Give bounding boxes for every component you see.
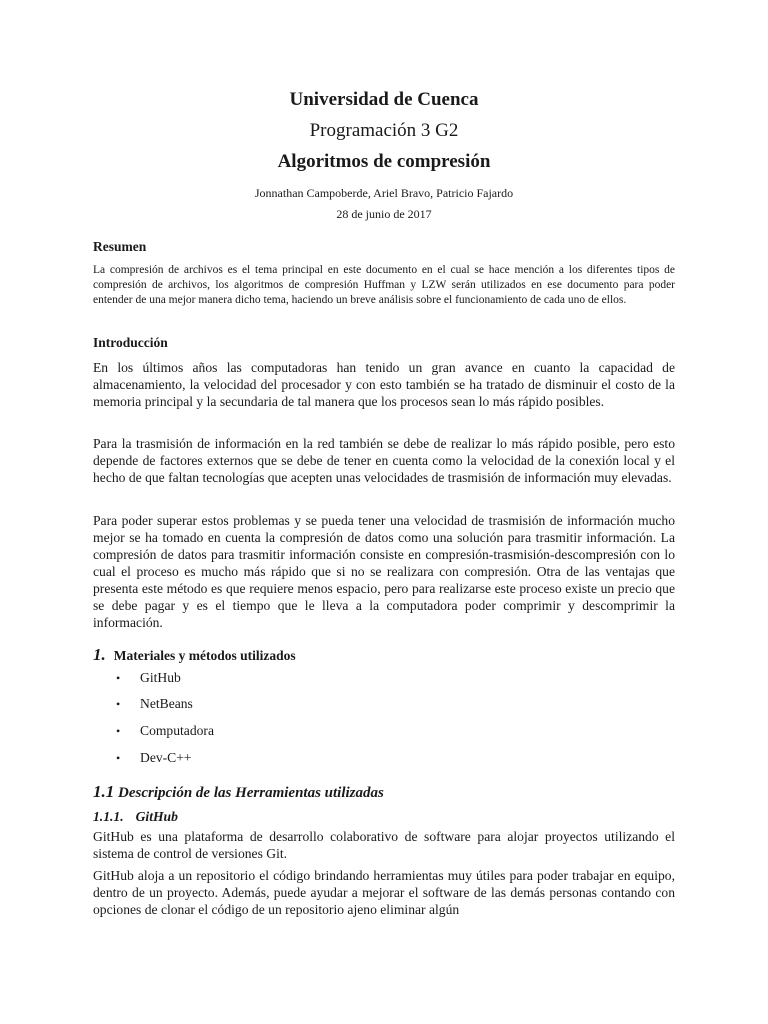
bullet-icon: •: [116, 724, 121, 738]
section1-title: Materiales y métodos utilizados: [113, 648, 296, 663]
list-item-label: Dev-C++: [140, 750, 192, 765]
section1-heading: [93, 645, 675, 665]
list-item-label: Computadora: [140, 723, 214, 738]
abstract-heading: Resumen: [93, 239, 147, 254]
bullet-icon: •: [116, 671, 121, 685]
course-title: Programación 3 G2: [309, 120, 459, 141]
intro-paragraph-2: Para la trasmisión de información en la red también se debe de realizar lo más rápido posible, pero esto depende de factores externos que se debe de tener en cuenta como la velocidad de la conexión local y el hecho de que faltan tecnologías que acepten unas velocidades de trasmisión de información muy elevadas.: [93, 436, 675, 485]
document-title: Algoritmos de compresión: [277, 151, 491, 172]
abstract-text: La compresión de archivos es el tema principal en este documento en el cual se hace mención a los diferentes tipos de compresión de archivos, los algoritmos de compresión Huffman y LZW serán utilizados en ese documento para poder entender de una mejor manera dicho tema, haciendo un breve análisis sobre el funcionamiento de cada uno de ellos.: [93, 264, 675, 306]
authors: Jonnathan Campoberde, Ariel Bravo, Patricio Fajardo: [254, 186, 514, 200]
list-item: [116, 750, 192, 766]
list-item: [116, 723, 214, 739]
github-paragraph-2: GitHub aloja a un repositorio el código brindando herramientas muy útiles para poder trabajar en equipo, dentro de un proyecto. Además, puede ayudar a mejorar el software de las demás personas contando con opciones de clonar el código de un repositorio ajeno eliminar algún: [93, 868, 675, 917]
github-paragraph-1: GitHub es una plataforma de desarrollo colaborativo de software para alojar proyectos utilizando el sistema de control de versiones Git.: [93, 829, 675, 861]
section1-1-heading: [93, 782, 675, 802]
section1-1-number: 1.1: [93, 782, 115, 801]
section1-1-1-number: 1.1.1.: [93, 809, 124, 824]
list-item-label: GitHub: [140, 670, 181, 685]
section1-1-title: Descripción de las Herramientas utilizadas: [118, 785, 384, 801]
list-item: [116, 696, 193, 712]
intro-paragraph-1: En los últimos años las computadoras han tenido un gran avance en cuanto la capacidad de almacenamiento, la velocidad del procesador y con esto también se ha tratado de disminuir el costo de la memoria principal y la secundaria de tal manera que los procesos sean lo más rápido posibles.: [93, 360, 675, 409]
date: 28 de junio de 2017: [336, 207, 432, 221]
university-title: Universidad de Cuenca: [289, 89, 479, 110]
list-item: [116, 670, 181, 686]
section1-1-1-heading: [93, 809, 675, 825]
section1-1-1-title: GitHub: [135, 809, 178, 824]
bullet-icon: •: [116, 751, 121, 765]
bullet-icon: •: [116, 697, 121, 711]
intro-heading: Introducción: [93, 335, 168, 350]
list-item-label: NetBeans: [140, 696, 193, 711]
intro-paragraph-3: Para poder superar estos problemas y se pueda tener una velocidad de trasmisión de información mucho mejor se ha tomado en cuenta la compresión de datos como una solución para trasmitir información. La compresión de datos para trasmitir información consiste en compresión-trasmisión-descompresión con lo cual el proceso es mucho más rápido que si no se realizara con compresión. Otra de las ventajas que presenta este método es que requiere menos espacio, pero para realizarse este proceso existe un precio que se debe pagar y es el tiempo que le lleva a la computadora poder comprimir y descomprimir la información.: [93, 513, 675, 630]
section1-number: 1.: [93, 645, 106, 664]
